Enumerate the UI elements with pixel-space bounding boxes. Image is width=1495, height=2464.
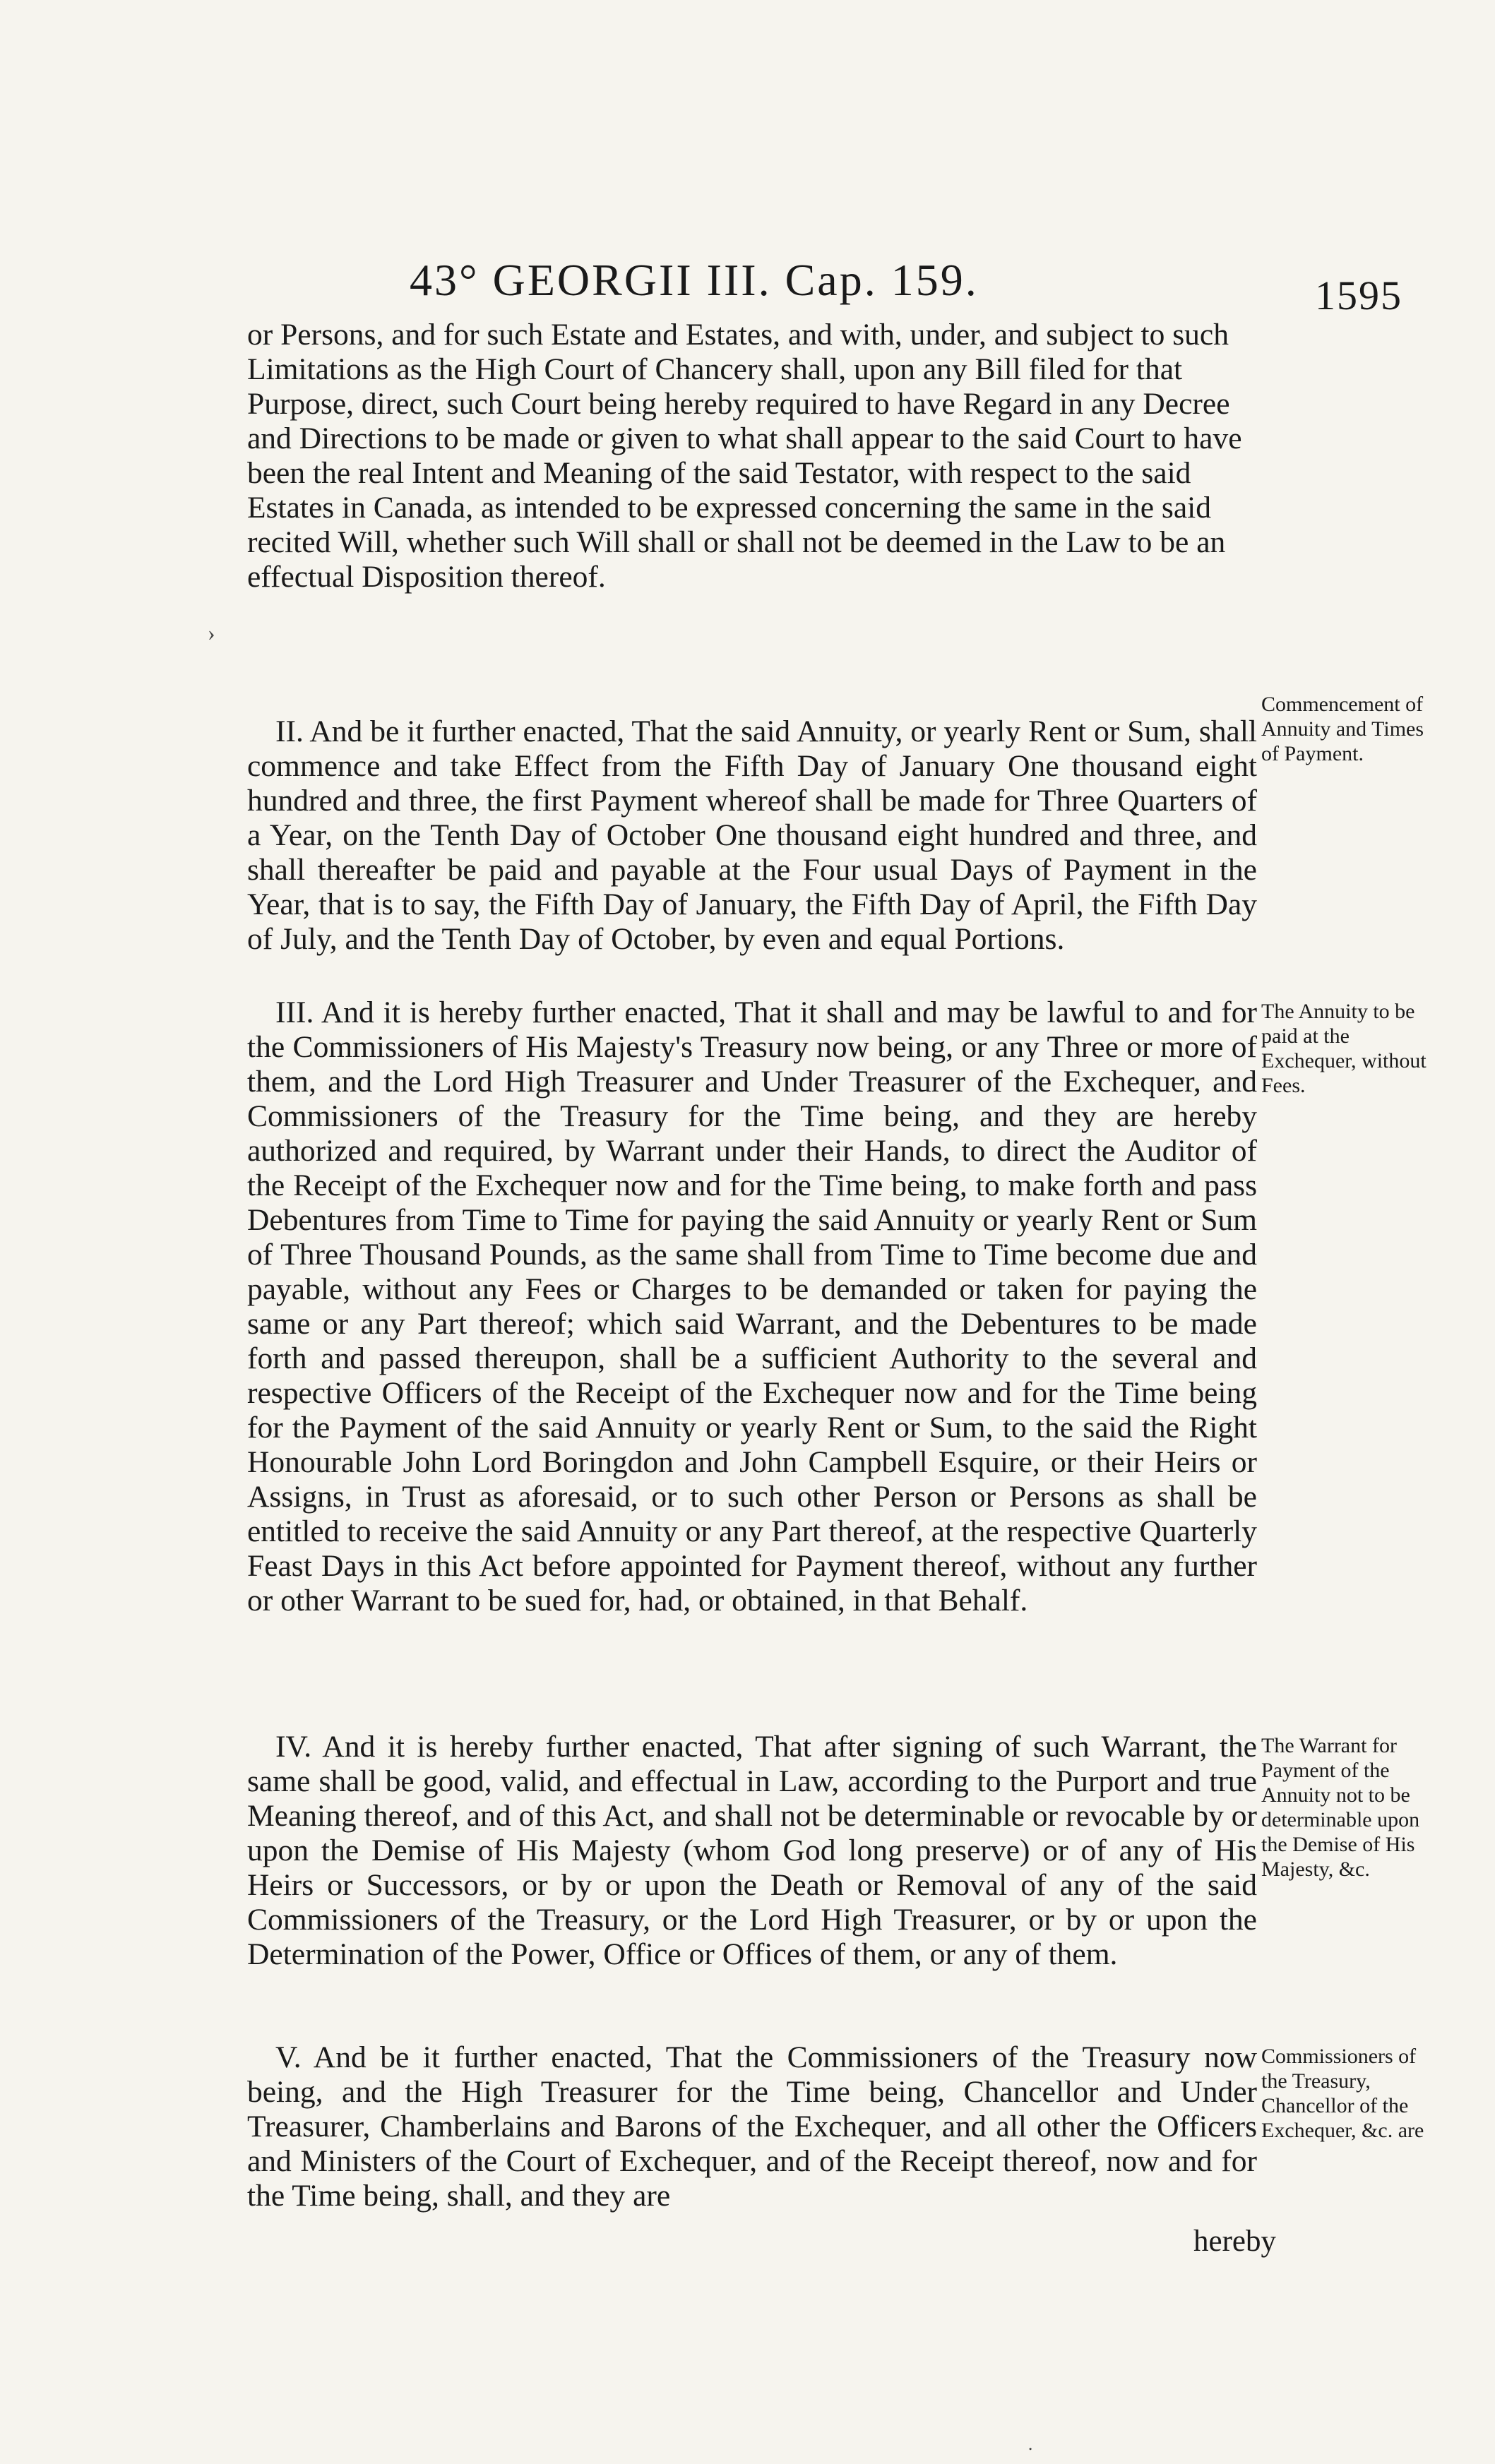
paragraph-2 xyxy=(247,714,1257,957)
paragraph-4 xyxy=(247,1730,1257,1972)
paragraph-text: II. And be it further enacted, That the said Annuity, or yearly Rent or Sum, shall commence and take Effect from the Fifth Day of January One thousand eight hundred and three, the first Payment whereof shall be made for Three Quarters of a Year, on the Tenth Day of October One thousand eight hundred and three, and shall thereafter be paid and payable at the Four usual Days of Payment in the Year, that is to say, the Fifth Day of January, the Fifth Day of April, the Fifth Day of July, and the Tenth Day of October, by even and equal Portions. xyxy=(247,714,1257,956)
paragraph-text: III. And it is hereby further enacted, That it shall and may be lawful to and for the Commissioners of His Majesty's Treasury now being, or any Three or more of them, and the Lord High Treasurer and Under Treasurer of the Exchequer, and Commissioners of the Treasury for the Time being, and they are hereby authorized and required, by Warrant under their Hands, to direct the Auditor of the Receipt of the Exchequer now and for the Time being, to make forth and pass Debentures from Time to Time for paying the said Annuity or yearly Rent or Sum of Three Thousand Pounds, as the same shall from Time to Time become due and payable, without any Fees or Charges to be demanded or taken for paying the same or any Part thereof; which said Warrant, and the Debentures to be made forth and passed thereupon, shall be a sufficient Authority to the several and respective Officers of the Receipt of the Exchequer now and for the Time being for the Payment of the said Annuity or yearly Rent or Sum, to the said the Right Honourable John Lord Boringdon and John Campbell Esquire, or their Heirs or Assigns, in Trust as aforesaid, or to such other Person or Persons as shall be entitled to receive the said Annuity or any Part thereof, at the respective Quarterly Feast Days in this Act before appointed for Payment thereof, without any further or other Warrant to be sued for, had, or obtained, in that Behalf. xyxy=(247,995,1257,1617)
paragraph-5 xyxy=(247,2040,1257,2213)
margin-note-5: Commissioners of the Treasury, Chancellor of the Exchequer, &c. are xyxy=(1261,2045,1424,2142)
margin-note-4: The Warrant for Payment of the Annuity not to be determinable upon the Demise of His Majesty, &c. xyxy=(1261,1734,1420,1881)
paragraph-text: V. And be it further enacted, That the Commissioners of the Treasury now being, and the High Treasurer for the Time being, Chancellor and Under Treasurer, Chamberlains and Barons of the Exchequer, and all other the Officers and Ministers of the Court of Exchequer, and of the Receipt thereof, now and for the Time being, shall, and they are xyxy=(247,2040,1257,2213)
paragraph-1 xyxy=(247,318,1257,594)
running-head: 43° GEORGII III. Cap. 159. xyxy=(410,255,979,305)
ink-speck-icon: ⋅ xyxy=(1028,2441,1034,2459)
paragraph-text: or Persons, and for such Estate and Estates, and with, under, and subject to such Limitations as the High Court of Chancery shall, upon any Bill filed for that Purpose, direct, such Court being hereby required to have Regard in any Decree and Directions to be made or given to what shall appear to the said Court to have been the real Intent and Meaning of the said Testator, with respect to the said Estates in Canada, as intended to be expressed concerning the same in the said recited Will, whether such Will shall or shall not be deemed in the Law to be an effectual Disposition thereof. xyxy=(247,318,1242,594)
paragraph-text: IV. And it is hereby further enacted, That after signing of such Warrant, the same shall be good, valid, and effectual in Law, according to the Purport and true Meaning thereof, and of this Act, and shall not be determinable or revocable by or upon the Demise of His Majesty (whom God long preserve) or of any of His Heirs or Successors, or by or upon the Death or Removal of any of the said Commissioners of the Treasury, or the Lord High Treasurer, or by or upon the Determination of the Power, Office or Offices of them, or any of them. xyxy=(247,1730,1257,1971)
margin-mark-icon: › xyxy=(208,620,215,645)
margin-note-2: Commencement of Annuity and Times of Payment. xyxy=(1261,693,1424,765)
margin-note-3: The Annuity to be paid at the Exchequer, without Fees. xyxy=(1261,1000,1426,1097)
page-number: 1595 xyxy=(1315,273,1402,318)
catchword: hereby xyxy=(1193,2225,1276,2258)
paragraph-3 xyxy=(247,995,1257,1618)
